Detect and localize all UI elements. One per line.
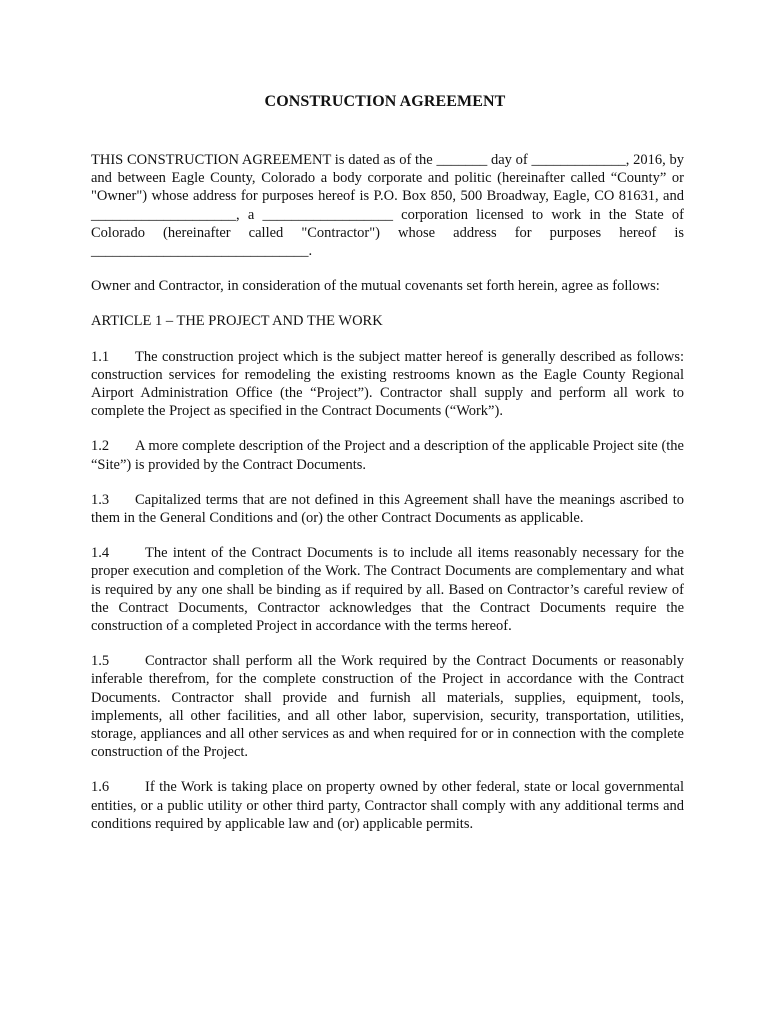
section-text: If the Work is taking place on property owned by other federal, state or local governmental entities, or a public utility or other third party, Contractor shall comply with any additional terms and conditions required by applicable law and (or) applicable permits. bbox=[91, 779, 684, 832]
document-title: CONSTRUCTION AGREEMENT bbox=[264, 93, 506, 110]
section-1-5 bbox=[91, 652, 684, 761]
section-text: A more complete description of the Project and a description of the applicable Project site (the “Site”) is provided by the Contract Documents. bbox=[91, 438, 684, 473]
section-number: 1.2 bbox=[91, 438, 110, 455]
section-1-6 bbox=[91, 778, 684, 833]
section-1-4 bbox=[91, 544, 684, 635]
recital-paragraph: Owner and Contractor, in consideration of the mutual covenants set forth herein, agree as follows: bbox=[91, 278, 660, 295]
section-number: 1.3 bbox=[91, 491, 110, 508]
section-text: Capitalized terms that are not defined in this Agreement shall have the meanings ascribed to them in the General Conditions and (or) the other Contract Documents as applicable. bbox=[91, 491, 684, 527]
section-1-1 bbox=[91, 348, 684, 421]
section-number: 1.4 bbox=[91, 545, 110, 562]
section-text: Contractor shall perform all the Work required by the Contract Documents or reasonably inferable therefrom, for the complete construction of the Project in accordance with the Contract Documents. Contractor shall provide and furnish all materials, supplies, equipment, tools, implements, all other facilities, and all other labor, supervision, security, transportation, utilities, storage, appliances and all other services as and when required for or in connection with the complete construction of the Project. bbox=[91, 653, 684, 761]
section-number: 1.5 bbox=[91, 653, 110, 670]
document-body bbox=[91, 151, 684, 850]
section-text: The construction project which is the subject matter hereof is generally described as follows: construction services for remodeling the existing restrooms known as the Eagle County Regional Airport Administration Office (the “Project”). Contractor shall supply and perform all work to complete the Project as specified in the Contract Documents (“Work”). bbox=[91, 348, 684, 420]
section-number: 1.1 bbox=[91, 348, 110, 365]
section-text: The intent of the Contract Documents is to include all items reasonably necessary for the proper execution and completion of the Work. The Contract Documents are complementary and what is required by any one shall be binding as if required by all. Based on Contractor’s careful review of the Contract Documents, Contractor acknowledges that the Contract Documents require the construction of a completed Project in accordance with the terms hereof. bbox=[91, 545, 684, 635]
intro-paragraph: THIS CONSTRUCTION AGREEMENT is dated as of the _______ day of _____________, 2016, by and between Eagle County, Colorado a body corporate and politic (hereinafter called “County” or "Owner") whose address for purposes hereof is P.O. Box 850, 500 Broadway, Eagle, CO 81631, and ____________________, a __________________ corporation licensed to work in the State of Colorado (hereinafter called "Contractor") whose address for purposes hereof is ______________________________. bbox=[91, 152, 684, 260]
section-1-2 bbox=[91, 437, 684, 473]
article-heading: ARTICLE 1 – THE PROJECT AND THE WORK bbox=[91, 313, 383, 330]
section-number: 1.6 bbox=[91, 779, 110, 796]
section-1-3 bbox=[91, 491, 684, 527]
